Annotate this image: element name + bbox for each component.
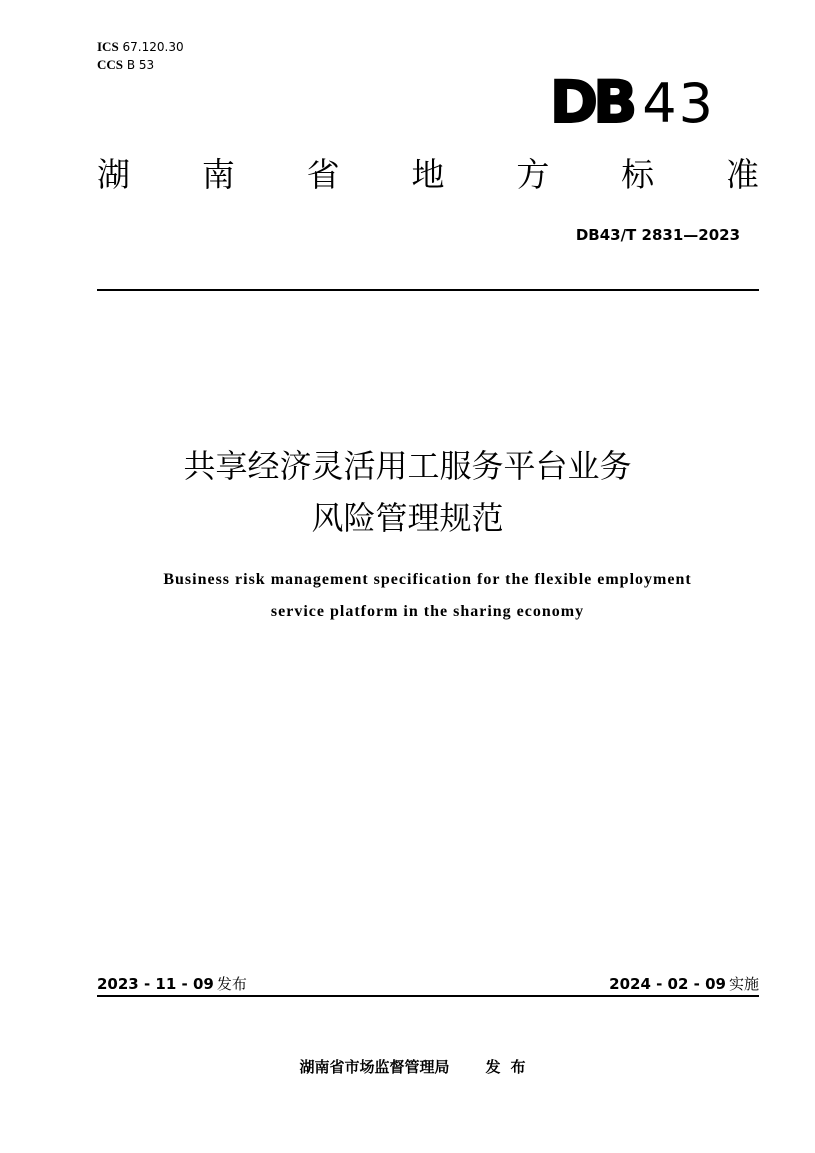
standard-type-char: 南: [201, 155, 235, 194]
classification-codes: [97, 38, 184, 74]
standard-type-char: 标: [621, 155, 655, 194]
ccs-code: [97, 56, 184, 74]
issuer-name: 湖南省市场监督管理局: [299, 1058, 450, 1076]
ics-label: ICS: [97, 39, 119, 54]
footer-divider: [97, 995, 759, 997]
english-title-line-1: Business risk management specification for the flexible employment: [163, 571, 692, 588]
implementation-date: [609, 973, 759, 995]
ccs-value: B 53: [126, 58, 155, 72]
ccs-label: CCS: [97, 57, 124, 72]
ics-value: 67.120.30: [122, 40, 184, 54]
standard-type-char: 省: [306, 155, 340, 194]
english-title: [0, 564, 815, 628]
chinese-title-line-1: 共享经济灵活用工服务平台业务: [183, 447, 632, 485]
implementation-date-label: 实施: [728, 975, 759, 993]
implementation-date-value: 2024 - 02 - 09: [609, 975, 726, 993]
standard-mark: [470, 70, 715, 134]
standard-type-char: 方: [516, 155, 550, 194]
header-divider: [97, 289, 759, 291]
issue-date: [97, 973, 247, 995]
english-title-line-2: service platform in the sharing economy: [270, 603, 585, 620]
standard-type-heading: [97, 150, 759, 200]
issue-date-label: 发布: [216, 975, 247, 993]
chinese-title: [0, 440, 815, 544]
chinese-title-line-2: 风险管理规范: [311, 499, 504, 537]
standard-number: DB43/T 2831—2023: [575, 226, 740, 244]
issuer-action: 发布: [485, 1058, 536, 1076]
standard-type-char: 地: [411, 155, 445, 194]
issue-date-value: 2023 - 11 - 09: [97, 975, 214, 993]
standard-mark-letters: DB: [549, 68, 633, 136]
standard-type-char: 准: [725, 155, 759, 194]
issuing-authority: [0, 1055, 815, 1079]
standard-type-char: 湖: [97, 155, 130, 194]
ics-code: [97, 38, 184, 56]
standard-mark-region-code: 43: [642, 72, 715, 135]
